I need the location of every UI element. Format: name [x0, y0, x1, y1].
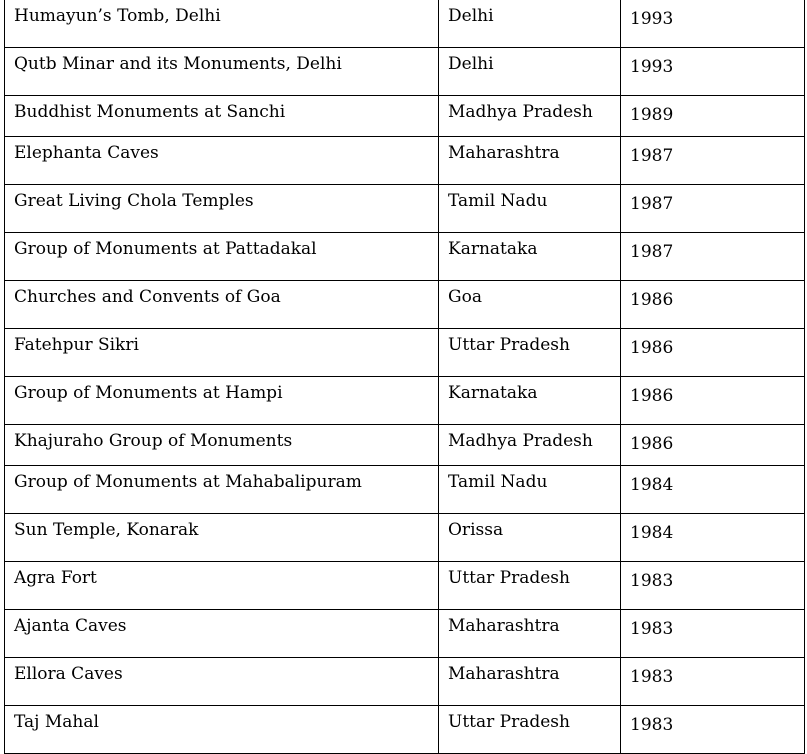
state-cell: Madhya Pradesh [439, 425, 621, 466]
heritage-sites-table [4, 0, 805, 754]
site-cell: Group of Monuments at Mahabalipuram [5, 466, 439, 514]
year-cell: 1986 [621, 281, 805, 329]
state-cell: Orissa [439, 514, 621, 562]
state-cell: Delhi [439, 48, 621, 96]
table-row [5, 329, 805, 377]
year-cell: 1983 [621, 658, 805, 706]
year-cell: 1984 [621, 514, 805, 562]
site-cell: Khajuraho Group of Monuments [5, 425, 439, 466]
state-cell: Karnataka [439, 377, 621, 425]
state-cell: Maharashtra [439, 658, 621, 706]
table-row [5, 562, 805, 610]
table-row [5, 137, 805, 185]
year-cell: 1989 [621, 96, 805, 137]
table-row [5, 514, 805, 562]
site-cell: Ellora Caves [5, 658, 439, 706]
site-cell: Churches and Convents of Goa [5, 281, 439, 329]
state-cell: Uttar Pradesh [439, 329, 621, 377]
year-cell: 1983 [621, 706, 805, 754]
site-cell: Ajanta Caves [5, 610, 439, 658]
state-cell: Maharashtra [439, 610, 621, 658]
site-cell: Elephanta Caves [5, 137, 439, 185]
state-cell: Tamil Nadu [439, 466, 621, 514]
site-cell: Fatehpur Sikri [5, 329, 439, 377]
state-cell: Uttar Pradesh [439, 706, 621, 754]
site-cell: Qutb Minar and its Monuments, Delhi [5, 48, 439, 96]
year-cell: 1987 [621, 137, 805, 185]
site-cell: Great Living Chola Temples [5, 185, 439, 233]
site-cell: Sun Temple, Konarak [5, 514, 439, 562]
table-row [5, 185, 805, 233]
state-cell: Karnataka [439, 233, 621, 281]
table-row [5, 610, 805, 658]
state-cell: Uttar Pradesh [439, 562, 621, 610]
state-cell: Maharashtra [439, 137, 621, 185]
year-cell: 1983 [621, 610, 805, 658]
year-cell: 1993 [621, 0, 805, 48]
year-cell: 1993 [621, 48, 805, 96]
year-cell: 1983 [621, 562, 805, 610]
site-cell: Humayun’s Tomb, Delhi [5, 0, 439, 48]
year-cell: 1986 [621, 329, 805, 377]
site-cell: Group of Monuments at Hampi [5, 377, 439, 425]
table-row [5, 0, 805, 48]
state-cell: Delhi [439, 0, 621, 48]
state-cell: Madhya Pradesh [439, 96, 621, 137]
year-cell: 1987 [621, 185, 805, 233]
site-cell: Agra Fort [5, 562, 439, 610]
site-cell: Buddhist Monuments at Sanchi [5, 96, 439, 137]
site-cell: Group of Monuments at Pattadakal [5, 233, 439, 281]
table-row [5, 48, 805, 96]
table-row [5, 425, 805, 466]
year-cell: 1987 [621, 233, 805, 281]
state-cell: Tamil Nadu [439, 185, 621, 233]
table-row [5, 466, 805, 514]
year-cell: 1986 [621, 425, 805, 466]
table-row [5, 377, 805, 425]
year-cell: 1986 [621, 377, 805, 425]
table-row [5, 706, 805, 754]
table-row [5, 658, 805, 706]
state-cell: Goa [439, 281, 621, 329]
year-cell: 1984 [621, 466, 805, 514]
table-row [5, 281, 805, 329]
table-row [5, 233, 805, 281]
table-row [5, 96, 805, 137]
site-cell: Taj Mahal [5, 706, 439, 754]
